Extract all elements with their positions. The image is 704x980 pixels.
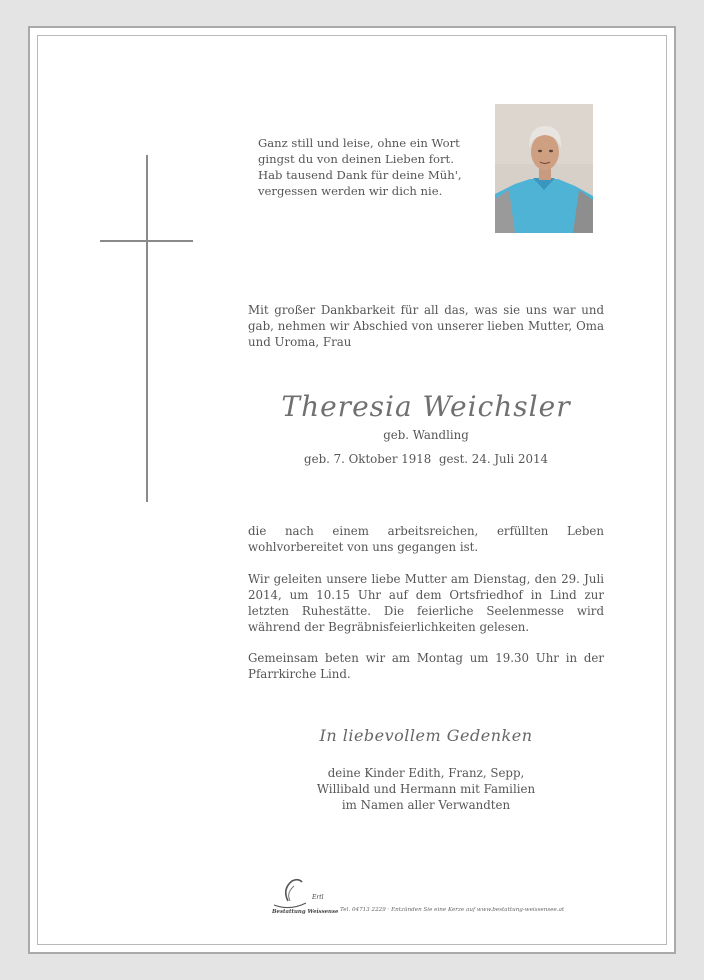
deceased-name: Theresia Weichsler xyxy=(281,390,571,423)
signer-line: Willibald und Hermann mit Familien xyxy=(316,782,536,796)
footer-contact: Tel. 04713 2229 · Entzünden Sie eine Kerze auf www.bestattung-weissensee.at xyxy=(340,907,565,913)
signers xyxy=(200,765,652,813)
cross-horizontal-bar xyxy=(100,240,193,242)
signer-line: im Namen aller Verwandten xyxy=(341,798,511,812)
poem-line: vergessen werden wir dich nie. xyxy=(258,184,443,198)
funeral-home-logo-graphic xyxy=(272,875,338,917)
prayer-paragraph: Gemeinsam beten wir am Montag um 19.30 Uhr in der Pfarrkirche Lind. xyxy=(248,651,604,681)
poem-line: gingst du von deinen Lieben fort. xyxy=(258,152,454,166)
memory-heading: In liebevollem Gedenken xyxy=(319,726,533,745)
signer-line: deine Kinder Edith, Franz, Sepp, xyxy=(327,766,525,780)
maiden-name: geb. Wandling xyxy=(383,428,469,442)
poem-line: Ganz still und leise, ohne ein Wort xyxy=(258,136,460,150)
cross-vertical-bar xyxy=(146,155,148,502)
logo-wordmark-bottom: Bestattung Weissensee xyxy=(272,909,338,915)
death-date: gest. 24. Juli 2014 xyxy=(438,452,548,466)
life-dates xyxy=(200,452,652,466)
life-paragraph: die nach einem arbeitsreichen, erfüllten Leben wohlvorbereitet von uns gegangen ist. xyxy=(248,524,604,554)
birth-date: geb. 7. Oktober 1918 xyxy=(304,452,432,466)
logo-wordmark-top: Ertl xyxy=(312,894,324,901)
funeral-paragraph: Wir geleiten unsere liebe Mutter am Dienstag, den 29. Juli 2014, um 10.15 Uhr auf dem Ortsfriedhof in Lind zur letzten Ruhestätte. Die feierliche Seelenmesse wird während der Begräbnisfeierlichkeiten gelesen. xyxy=(248,572,604,634)
poem-line: Hab tausend Dank für deine Müh', xyxy=(258,168,462,182)
portrait-illustration xyxy=(495,104,593,233)
intro-paragraph: Mit großer Dankbarkeit für all das, was sie uns war und gab, nehmen wir Abschied von unserer lieben Mutter, Oma und Uroma, Frau xyxy=(248,303,604,349)
poem xyxy=(258,135,468,199)
funeral-home-logo xyxy=(272,875,338,917)
portrait-photo xyxy=(495,104,593,233)
